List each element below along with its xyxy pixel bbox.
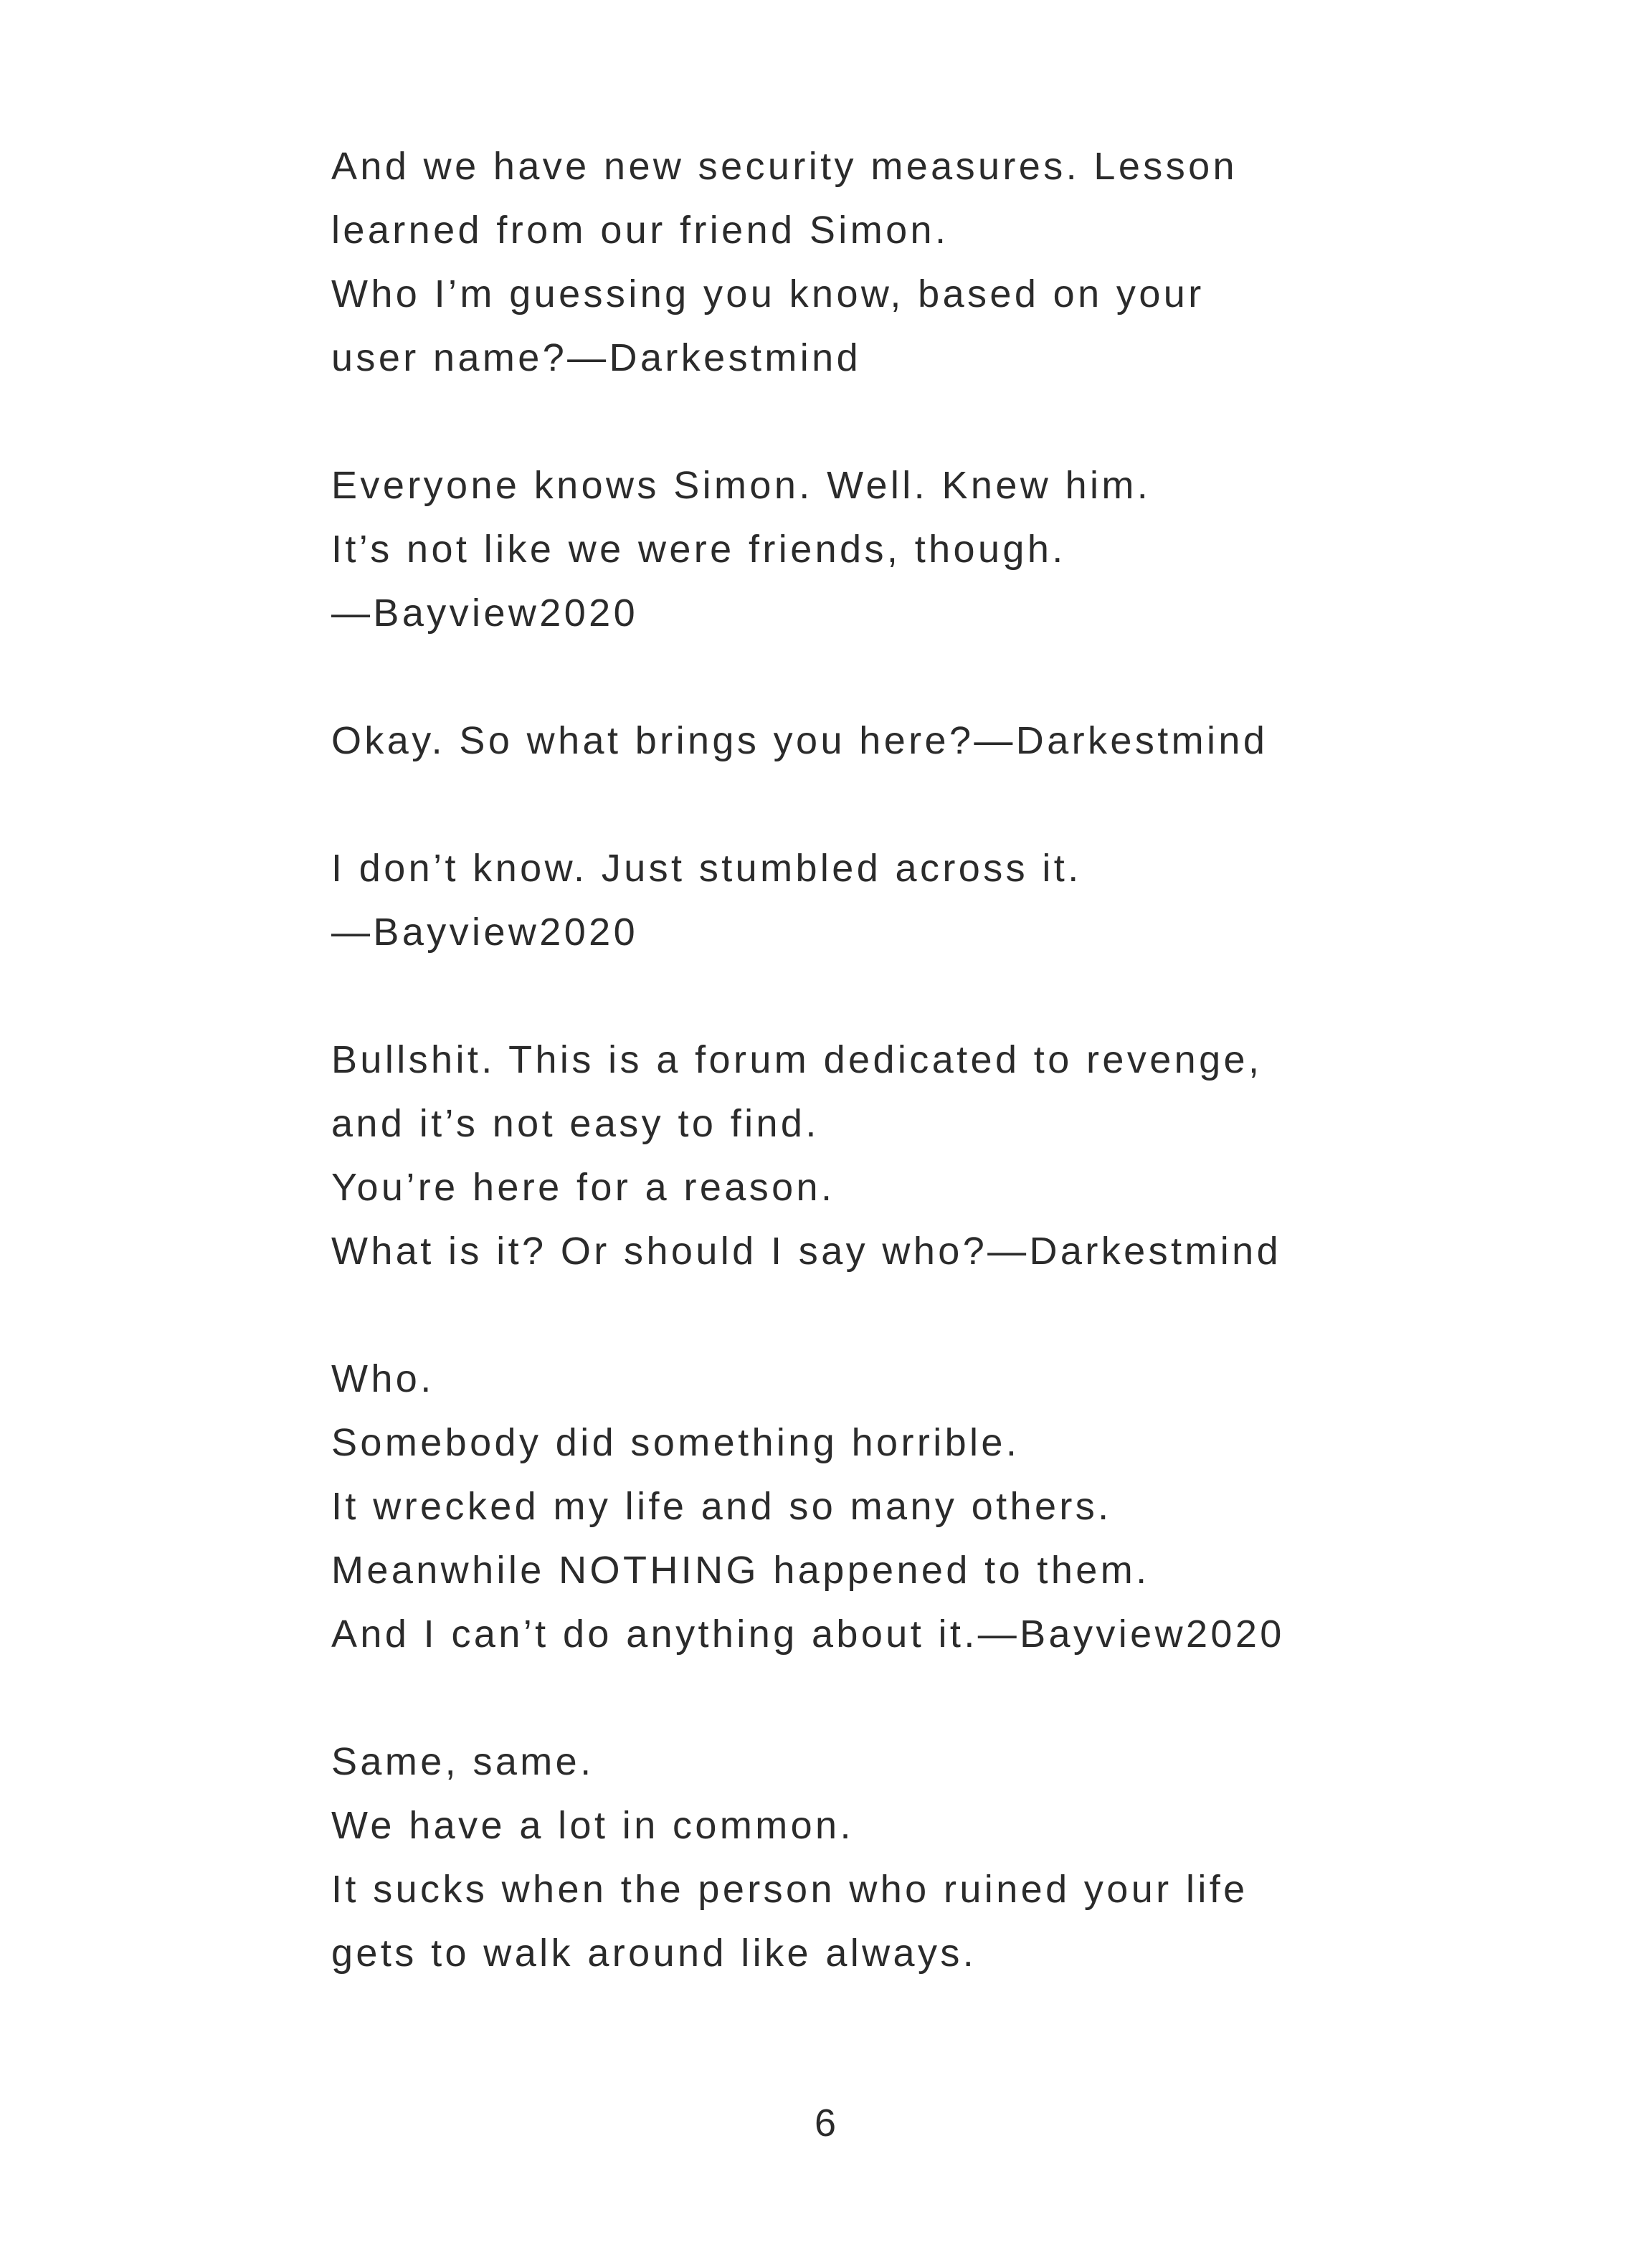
text-line: And we have new security measures. Lesson xyxy=(331,145,1238,188)
paragraph-gap xyxy=(331,964,1450,1028)
text-line: It’s not like we were friends, though. xyxy=(331,528,1066,571)
text-line: Who I’m guessing you know, based on your xyxy=(331,272,1205,315)
paragraph-gap xyxy=(331,773,1450,837)
paragraph-gap xyxy=(331,390,1450,454)
text-line: and it’s not easy to find. xyxy=(331,1102,820,1145)
text-line: And I can’t do anything about it.—Bayview2020 xyxy=(331,1613,1285,1656)
page-number: 6 xyxy=(814,2102,838,2145)
text-line: It sucks when the person who ruined your life xyxy=(331,1868,1248,1911)
text-line: I don’t know. Just stumbled across it. xyxy=(331,847,1082,890)
paragraph-gap xyxy=(331,645,1450,709)
text-line: We have a lot in common. xyxy=(331,1804,854,1847)
text-line: Who. xyxy=(331,1357,435,1400)
paragraph-gap xyxy=(331,1283,1450,1347)
text-line: Everyone knows Simon. Well. Knew him. xyxy=(331,464,1152,507)
text-line: user name?—Darkestmind xyxy=(331,336,862,379)
text-line: gets to walk around like always. xyxy=(331,1932,977,1975)
text-line: What is it? Or should I say who?—Darkestmind xyxy=(331,1230,1282,1273)
text-line: It wrecked my life and so many others. xyxy=(331,1485,1112,1528)
text-line: learned from our friend Simon. xyxy=(331,209,949,252)
text-line: Meanwhile NOTHING happened to them. xyxy=(331,1549,1150,1592)
text-line: You’re here for a reason. xyxy=(331,1166,835,1209)
paragraph-gap xyxy=(331,1666,1450,1730)
text-line: Same, same. xyxy=(331,1740,594,1783)
text-line: Bullshit. This is a forum dedicated to revenge, xyxy=(331,1038,1263,1081)
text-line: —Bayview2020 xyxy=(331,592,639,635)
text-line: Okay. So what brings you here?—Darkestmind xyxy=(331,719,1268,762)
text-line: —Bayview2020 xyxy=(331,911,639,954)
body-text xyxy=(331,135,1450,1985)
text-line: Somebody did something horrible. xyxy=(331,1421,1020,1464)
